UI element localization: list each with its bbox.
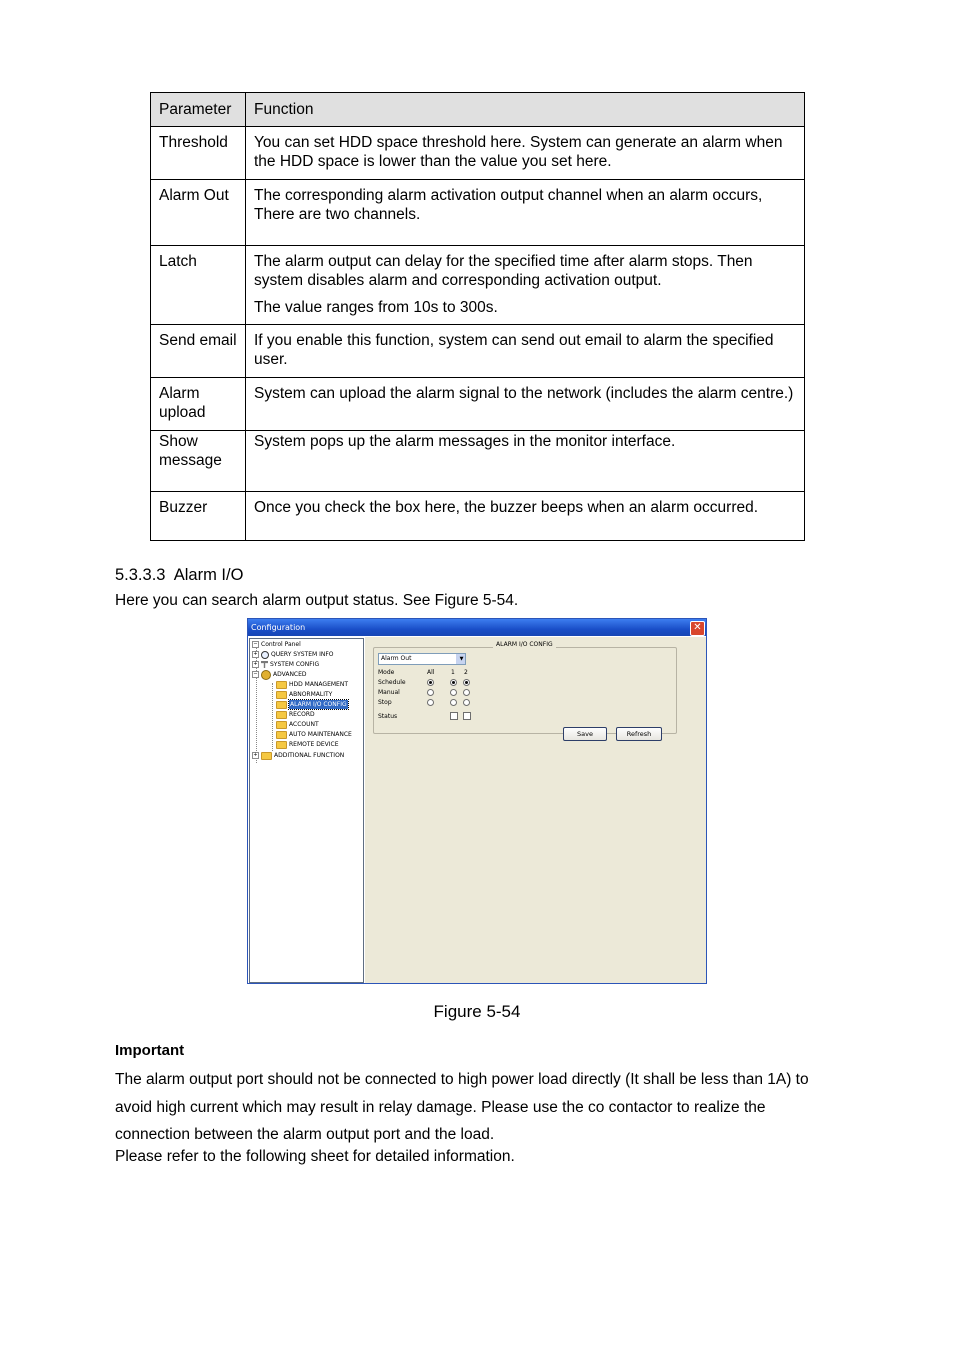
window-titlebar: [248, 619, 706, 636]
window-title: Configuration: [251, 623, 306, 632]
folder-icon: [276, 731, 287, 739]
tree-item-abnormality[interactable]: ABNORMALITY: [276, 690, 332, 699]
param-cell: Show message: [151, 430, 246, 491]
search-icon: [261, 651, 269, 659]
tree-item-auto-maintenance[interactable]: AUTO MAINTENANCE: [276, 730, 352, 739]
config-panel: [365, 637, 706, 983]
table-row: [151, 377, 805, 430]
column-2-label: 2: [464, 669, 468, 676]
close-icon[interactable]: ✕: [690, 621, 705, 636]
param-cell: Threshold: [151, 126, 246, 179]
status-label: Status: [378, 713, 398, 720]
important-heading: Important: [115, 1042, 185, 1059]
param-cell: Send email: [151, 324, 246, 377]
table-row: [151, 430, 805, 491]
gear-icon: [261, 670, 271, 680]
function-cell: If you enable this function, system can send out email to alarm the specified user.: [246, 324, 805, 377]
manual-label: Manual: [378, 689, 400, 696]
schedule-label: Schedule: [378, 679, 406, 686]
mode-label: Mode: [378, 669, 395, 676]
manual-2-radio[interactable]: [463, 689, 470, 696]
section-number: 5.3.3.3: [115, 566, 166, 584]
table-row: [151, 179, 805, 245]
closing-paragraph: Please refer to the following sheet for detailed information.: [115, 1148, 515, 1165]
tree-item-remote-device[interactable]: REMOTE DEVICE: [276, 740, 339, 749]
parameter-table: [150, 92, 805, 541]
param-cell: Buzzer: [151, 491, 246, 540]
function-cell: System can upload the alarm signal to the network (includes the alarm centre.): [246, 377, 805, 430]
tree-item-system-config[interactable]: + SYSTEM CONFIG: [253, 661, 320, 668]
column-all-label: All: [427, 669, 435, 676]
stop-label: Stop: [378, 699, 392, 706]
expand-icon[interactable]: +: [253, 651, 258, 657]
manual-1-radio[interactable]: [450, 689, 457, 696]
tree-connector: [272, 683, 273, 751]
tree-item-additional-function[interactable]: + ADDITIONAL FUNCTION: [253, 752, 345, 759]
function-cell: The alarm output can delay for the specified time after alarm stops. Then system disables alarm and corresponding activation output. The value ranges from 10s to 300s.: [246, 245, 805, 324]
important-paragraph: The alarm output port should not be connected to high power load directly (It shall be less than 1A) to avoid high current which may result in relay damage. Please use the co contactor to realize the connection between the alarm output port and the load.: [115, 1071, 809, 1143]
schedule-2-radio[interactable]: [463, 679, 470, 686]
function-cell: Once you check the box here, the buzzer beeps when an alarm occurred.: [246, 491, 805, 540]
section-intro: Here you can search alarm output status. See Figure 5-54.: [115, 592, 519, 609]
fieldset-legend: ALARM I/O CONFIG: [493, 641, 556, 648]
status-1-checkbox[interactable]: [450, 712, 458, 720]
folder-icon: [276, 681, 287, 689]
stop-1-radio[interactable]: [450, 699, 457, 706]
schedule-1-radio[interactable]: [450, 679, 457, 686]
expand-icon[interactable]: +: [253, 752, 258, 758]
param-cell: Alarm upload: [151, 377, 246, 430]
manual-all-radio[interactable]: [427, 689, 434, 696]
function-cell: The corresponding alarm activation output channel when an alarm occurs, There are two channels.: [246, 179, 805, 245]
save-button[interactable]: Save: [563, 727, 607, 741]
folder-icon: [276, 701, 287, 709]
header-function: Function: [246, 93, 805, 127]
status-2-checkbox[interactable]: [463, 712, 471, 720]
tree-item-query-system-info[interactable]: + QUERY SYSTEM INFO: [253, 651, 334, 658]
tree-item-advanced[interactable]: − ADVANCED: [253, 671, 307, 678]
folder-icon: [276, 711, 287, 719]
tree-item-hdd-management[interactable]: HDD MANAGEMENT: [276, 680, 348, 689]
collapse-icon[interactable]: −: [253, 641, 258, 647]
param-cell: Latch: [151, 245, 246, 324]
tools-icon: [261, 661, 268, 668]
table-row: [151, 245, 805, 324]
configuration-window: [247, 618, 707, 984]
stop-2-radio[interactable]: [463, 699, 470, 706]
folder-icon: [276, 741, 287, 749]
table-row: [151, 491, 805, 540]
section-heading: [115, 566, 243, 585]
header-parameter: Parameter: [151, 93, 246, 127]
param-cell: Alarm Out: [151, 179, 246, 245]
schedule-all-radio[interactable]: [427, 679, 434, 686]
section-title: Alarm I/O: [173, 566, 244, 584]
function-cell: System pops up the alarm messages in the monitor interface.: [246, 430, 805, 491]
table-row: [151, 126, 805, 179]
chevron-down-icon[interactable]: ▼: [456, 654, 465, 664]
alarm-type-dropdown[interactable]: Alarm Out ▼: [378, 653, 466, 665]
table-row: [151, 324, 805, 377]
figure-caption: Figure 5-54: [433, 1002, 521, 1021]
table-header-row: [151, 93, 805, 127]
config-tree: [249, 638, 364, 983]
tree-item-alarm-io-config[interactable]: ALARM I/O CONFIG: [276, 700, 348, 709]
tree-item-record[interactable]: RECORD: [276, 710, 315, 719]
tree-item-account[interactable]: ACCOUNT: [276, 720, 319, 729]
stop-all-radio[interactable]: [427, 699, 434, 706]
expand-icon[interactable]: +: [253, 661, 258, 667]
folder-icon: [276, 691, 287, 699]
function-cell: You can set HDD space threshold here. System can generate an alarm when the HDD space is lower than the value you set here.: [246, 126, 805, 179]
folder-icon: [261, 752, 272, 760]
collapse-icon[interactable]: −: [253, 671, 258, 677]
folder-icon: [276, 721, 287, 729]
refresh-button[interactable]: Refresh: [616, 727, 662, 741]
column-1-label: 1: [451, 669, 455, 676]
tree-root[interactable]: − Control Panel: [253, 641, 301, 648]
